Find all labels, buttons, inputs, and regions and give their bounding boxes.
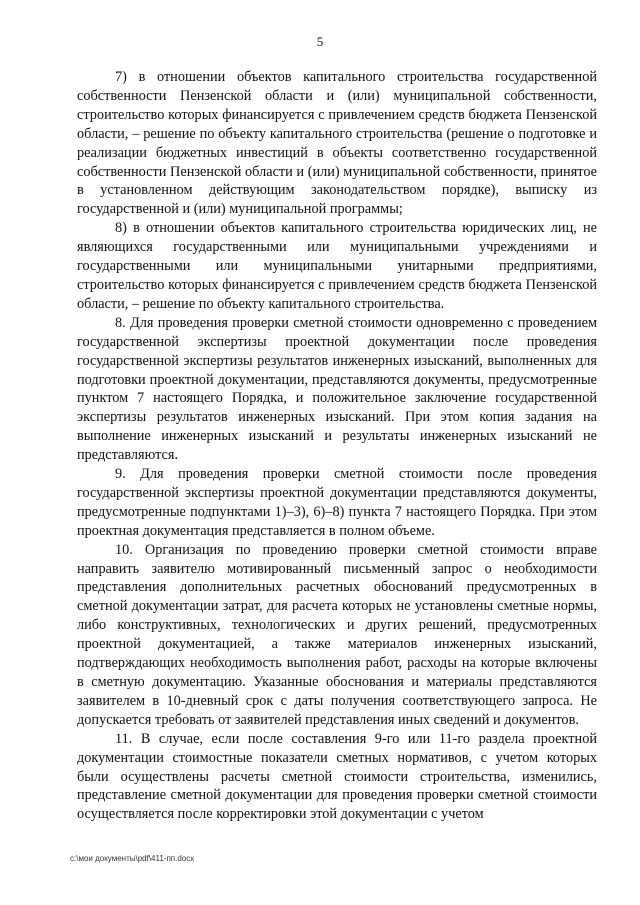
paragraph-clause-9: 9. Для проведения проверки сметной стоимости после проведения государственной экспертизы проектной документации представляются документы, предусмотренные подпунктами 1)–3), 6)–8) пункта 7 настоящего Порядка. При этом проектная документация представляется в полном объеме. [77,466,597,539]
paragraph-item-8: 8) в отношении объектов капитального строительства юридических лиц, не являющихся государственными или муниципальными учреждениями и государственными или муниципальными унитарными предприятиями, строительство которых финансируется с привлечением средств бюджета Пензенской области, – решение по объекту капитального строительства. [77,220,597,312]
document-body [77,68,597,824]
paragraph-item-7: 7) в отношении объектов капитального строительства государственной собственности Пензенской области и (или) муниципальной собственности, строительство которых финансируется с привлечением средств бюджета Пензенской области, – решение по объекту капитального строительства (решение о подготовке и реализации бюджетных инвестиций в объекты соответственно государственной собственности Пензенской области и (или) муниципальной собственности, принятое в установленном действующим законодательством порядке), выписку из государственной и (или) муниципальной программы; [77,69,597,218]
footer-file-path: c:\мои документы\pdf\411-пп.docx [70,854,195,863]
paragraph-clause-10: 10. Организация по проведению проверки сметной стоимости вправе направить заявителю мотивированный письменный запрос о необходимости представления дополнительных расчетных обоснований предусмотренных в сметной документации затрат, для расчета которых не установлены сметные нормы, либо конструктивных, технологических и других решений, предусмотренных проектной документацией, а также материалов инженерных изысканий, подтверждающих необходимость выполнения работ, расходы на которые включены в сметную документацию. Указанные обоснования и материалы представляются заявителем в 10-дневный срок с даты получения соответствующего запроса. Не допускается требовать от заявителей представления иных сведений и документов. [77,541,597,728]
page-number: 5 [316,34,324,49]
paragraph-clause-11: 11. В случае, если после составления 9-го или 11-го раздела проектной документации стоимостные показатели сметных нормативов, с учетом которых были осуществлены расчеты сметной стоимости строительства, изменились, представление сметной документации для проведения проверки сметной стоимости осуществляется после корректировки этой документации с учетом [77,730,597,823]
paragraph-clause-8: 8. Для проведения проверки сметной стоимости одновременно с проведением государственной экспертизы проектной документации после проведения государственной экспертизы результатов инженерных изысканий, выполненных для подготовки проектной документации, представляются документы, предусмотренные пунктом 7 настоящего Порядка, и положительное заключение государственной экспертизы результатов инженерных изысканий. При этом копия задания на выполнение инженерных изысканий и результаты инженерных изысканий не представляются. [77,314,597,464]
